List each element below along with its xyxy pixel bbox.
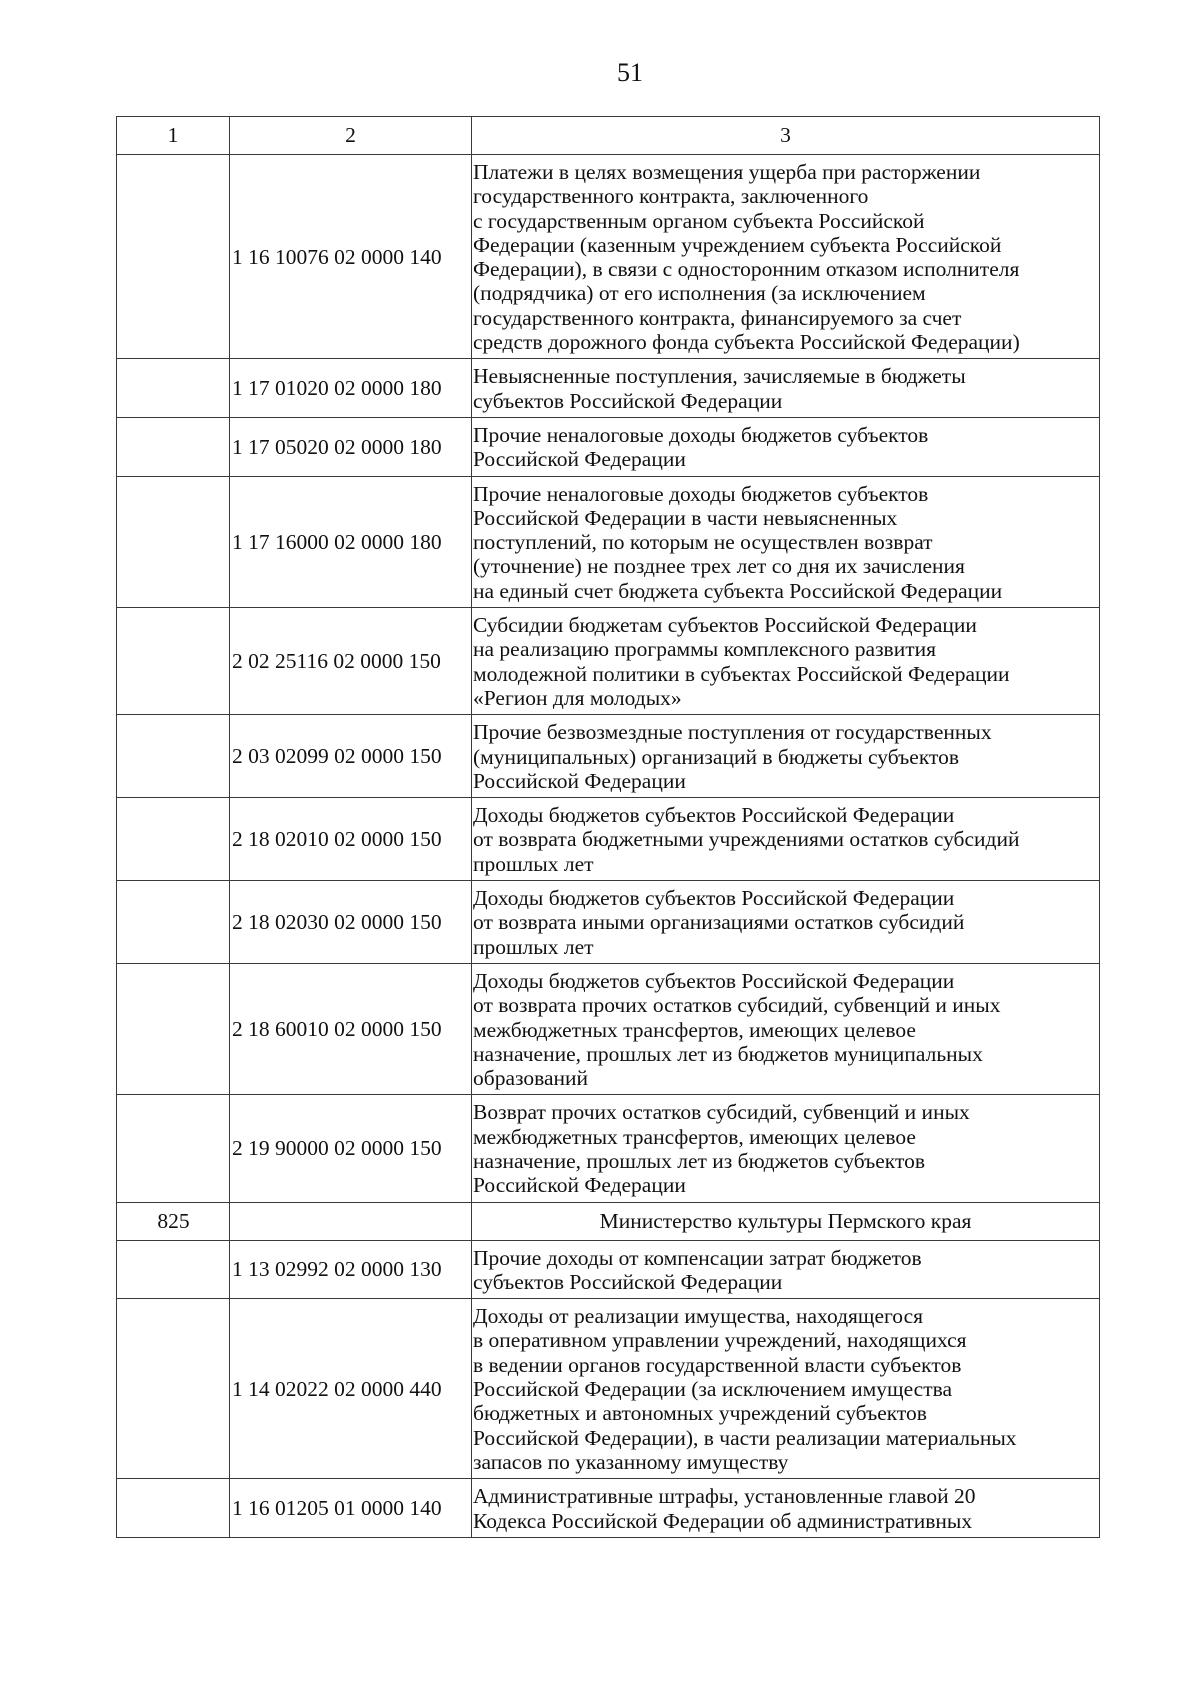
header-col-1: 1 (117, 117, 230, 155)
revenue-code-cell: 1 17 16000 02 0000 180 (230, 476, 472, 607)
description-cell: Доходы бюджетов субъектов Российской Федерации от возврата бюджетными учреждениями остатков субсидий прошлых лет (472, 798, 1100, 881)
column-1-cell (117, 1479, 230, 1538)
revenue-code-cell: 2 18 60010 02 0000 150 (230, 963, 472, 1094)
column-1-cell (117, 1240, 230, 1299)
revenue-code-cell: 2 18 02030 02 0000 150 (230, 881, 472, 964)
table-row (117, 1095, 1100, 1202)
column-1-cell (117, 608, 230, 715)
description-cell: Доходы бюджетов субъектов Российской Федерации от возврата иными организациями остатков субсидий прошлых лет (472, 881, 1100, 964)
table-row (117, 881, 1100, 964)
description-cell: Доходы от реализации имущества, находящегося в оперативном управлении учреждений, находящихся в ведении органов государственной власти субъектов Российской Федерации (за исключением имущества бюджетных и автономных учреждений субъектов Российской Федерации), в части реализации материальных запасов по указанному имуществу (472, 1299, 1100, 1479)
table-row (117, 1240, 1100, 1299)
description-cell: Невыясненные поступления, зачисляемые в бюджеты субъектов Российской Федерации (472, 359, 1100, 418)
column-1-cell (117, 476, 230, 607)
page-number: 51 (617, 58, 643, 87)
table-row (117, 476, 1100, 607)
column-1-cell (117, 881, 230, 964)
header-col-2: 2 (230, 117, 472, 155)
table-row (117, 798, 1100, 881)
description-cell: Административные штрафы, установленные главой 20 Кодекса Российской Федерации об административных (472, 1479, 1100, 1538)
description-cell: Прочие неналоговые доходы бюджетов субъектов Российской Федерации (472, 417, 1100, 476)
revenue-codes-table (116, 116, 1100, 1538)
table-row (117, 417, 1100, 476)
revenue-code-cell: 1 17 01020 02 0000 180 (230, 359, 472, 418)
description-cell: Прочие неналоговые доходы бюджетов субъектов Российской Федерации в части невыясненных поступлений, по которым не осуществлен возврат (уточнение) не позднее трех лет со дня их зачисления на единый счет бюджета субъекта Российской Федерации (472, 476, 1100, 607)
revenue-code-cell: 2 03 02099 02 0000 150 (230, 715, 472, 798)
column-1-cell (117, 715, 230, 798)
revenue-code-cell (230, 1202, 472, 1240)
table-row (117, 359, 1100, 418)
table-row (117, 963, 1100, 1094)
description-cell: Субсидии бюджетам субъектов Российской Федерации на реализацию программы комплексного развития молодежной политики в субъектах Российской Федерации «Регион для молодых» (472, 608, 1100, 715)
agency-code-cell: 825 (117, 1202, 230, 1240)
column-1-cell (117, 963, 230, 1094)
column-1-cell (117, 1095, 230, 1202)
agency-name-cell: Министерство культуры Пермского края (472, 1202, 1100, 1240)
table-row (117, 1479, 1100, 1538)
description-cell: Доходы бюджетов субъектов Российской Федерации от возврата прочих остатков субсидий, субвенций и иных межбюджетных трансфертов, имеющих целевое назначение, прошлых лет из бюджетов муниципальных образований (472, 963, 1100, 1094)
table-header-row (117, 117, 1100, 155)
revenue-code-cell: 1 16 10076 02 0000 140 (230, 155, 472, 359)
revenue-code-cell: 2 18 02010 02 0000 150 (230, 798, 472, 881)
description-cell: Прочие безвозмездные поступления от государственных (муниципальных) организаций в бюджеты субъектов Российской Федерации (472, 715, 1100, 798)
column-1-cell (117, 417, 230, 476)
agency-row (117, 1202, 1100, 1240)
revenue-code-cell: 1 13 02992 02 0000 130 (230, 1240, 472, 1299)
column-1-cell (117, 155, 230, 359)
column-1-cell (117, 798, 230, 881)
table-row (117, 715, 1100, 798)
revenue-code-cell: 2 02 25116 02 0000 150 (230, 608, 472, 715)
table-row (117, 608, 1100, 715)
description-cell: Возврат прочих остатков субсидий, субвенций и иных межбюджетных трансфертов, имеющих целевое назначение, прошлых лет из бюджетов субъектов Российской Федерации (472, 1095, 1100, 1202)
description-cell: Платежи в целях возмещения ущерба при расторжении государственного контракта, заключенного с государственным органом субъекта Российской Федерации (казенным учреждением субъекта Российской Федерации), в связи с односторонним отказом исполнителя (подрядчика) от его исполнения (за исключением государственного контракта, финансируемого за счет средств дорожного фонда субъекта Российской Федерации) (472, 155, 1100, 359)
revenue-code-cell: 2 19 90000 02 0000 150 (230, 1095, 472, 1202)
description-cell: Прочие доходы от компенсации затрат бюджетов субъектов Российской Федерации (472, 1240, 1100, 1299)
revenue-code-cell: 1 17 05020 02 0000 180 (230, 417, 472, 476)
header-col-3: 3 (472, 117, 1100, 155)
column-1-cell (117, 1299, 230, 1479)
column-1-cell (117, 359, 230, 418)
table-row (117, 155, 1100, 359)
table-row (117, 1299, 1100, 1479)
revenue-code-cell: 1 14 02022 02 0000 440 (230, 1299, 472, 1479)
revenue-code-cell: 1 16 01205 01 0000 140 (230, 1479, 472, 1538)
